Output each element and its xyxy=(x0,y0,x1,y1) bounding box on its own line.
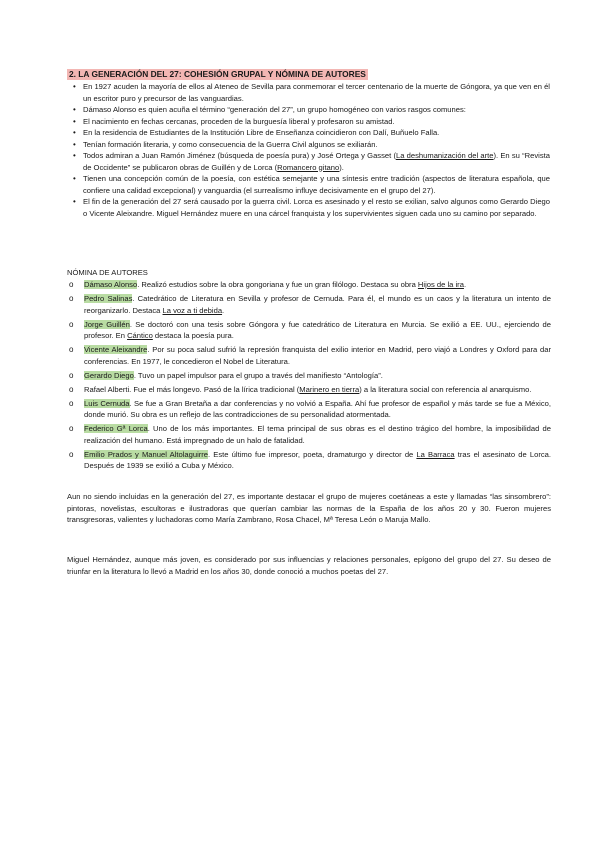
sinsombrero-paragraph: Aun no siendo incluidas en la generación del 27, es importante destacar el grupo de mujeres coetáneas a este y llamadas “las sinsombrero”: pintoras, novelistas, escultoras e ilustradoras que querían cambiar las normas de la España de los años 20 y 30. Fueron mujeres transgresoras, valientes y luchadoras como María Zambrano, Rosa Chacel, Mª Teresa León o Maruja Mallo. xyxy=(67,492,551,524)
list-item: • Tenían formación literaria, y como consecuencia de la Guerra Civil algunos se exiliarán. xyxy=(73,139,378,149)
authors-list xyxy=(67,279,551,474)
bullet-list xyxy=(70,81,550,219)
list-item: • En 1927 acuden la mayoría de ellos al Ateneo de Sevilla para conmemorar el tercer centenario de la muerte de Góngora, ya que ven en él un escritor puro y precursor de las vanguardias. xyxy=(73,82,550,103)
author-name: Rafael Alberti xyxy=(84,384,130,394)
author-name: Emilio Prados y Manuel Altolaguirre xyxy=(84,449,209,459)
author-name: Vicente Aleixandre xyxy=(84,345,148,354)
author-item: o Dámaso Alonso. Realizó estudios sobre la obra gongoriana y fue un gran filólogo. Destaca su obra Hijos de la ira. xyxy=(69,280,467,289)
work-title: La deshumanización del arte xyxy=(396,151,494,160)
bullet-icon: • xyxy=(73,139,76,149)
bullet-icon: • xyxy=(73,116,76,126)
author-name: Pedro Salinas xyxy=(84,294,133,303)
author-name: Dámaso Alonso xyxy=(84,280,138,289)
circle-bullet-icon: o xyxy=(69,398,74,408)
work-title: Cántico xyxy=(127,331,153,340)
circle-bullet-icon: o xyxy=(69,294,74,303)
list-item: • Tienen una concepción común de la poesía, con estética semejante y una síntesis entre tradición (aspectos de literatura española, que confiere una calidad excepcional) y vanguardia (el surrealismo influye decisivamente en el grupo del 27). xyxy=(73,174,550,195)
author-item: o Luis Cernuda. Se fue a Gran Bretaña a dar conferencias y no volvió a España. Ahí fue profesor de español y más tarde se fue a México, donde murió. Su obra es un reflejo de las contradicciones de su personalidad atormentada. xyxy=(69,398,551,419)
circle-bullet-icon: o xyxy=(69,424,74,433)
work-title: Hijos de la ira xyxy=(417,280,464,289)
list-item: • El fin de la generación del 27 será causado por la guerra civil. Lorca es asesinado y el resto se exilian, salvo algunos como Gerardo Diego o Vicente Aleixandre. Miguel Hernández muere en una cárcel franquista y los supervivientes siguen cada uno su camino por separado. xyxy=(73,197,550,218)
list-item: • El nacimiento en fechas cercanas, proceden de la burguesía liberal y profesaron su amistad. xyxy=(73,116,395,126)
work-title: La voz a ti debida xyxy=(162,305,223,315)
bullet-icon: • xyxy=(73,105,76,114)
circle-bullet-icon: o xyxy=(69,345,74,354)
bullet-icon: • xyxy=(73,128,76,137)
author-name: Luis Cernuda xyxy=(84,398,130,408)
author-item: o Pedro Salinas. Catedrático de Literatura en Sevilla y profesor de Cernuda. Para él, el mundo es un caos y la literatura un intento de reorganizarlo. Destaca La voz a ti debida. xyxy=(69,294,552,315)
bullet-icon: • xyxy=(73,174,76,183)
list-item: • Dámaso Alonso es quien acuña el término “generación del 27”, un grupo homogéneo con varios rasgos comunes: xyxy=(73,105,466,114)
circle-bullet-icon: o xyxy=(69,384,74,394)
authors-heading: NÓMINA DE AUTORES xyxy=(67,268,148,277)
circle-bullet-icon: o xyxy=(69,280,74,289)
work-title: Romancero gitano xyxy=(277,162,340,172)
author-item: o Jorge Guillén. Se doctoró con una tesis sobre Góngora y fue catedrático de Literatura en Murcia. Se exilió a EE. UU., ejerciendo de profesor. En Cántico destaca la poesía pura. xyxy=(69,319,551,340)
author-item: o Federico Gª Lorca. Uno de los más importantes. El tema principal de sus obras es el destino trágico del hombre, la imposibilidad de realización del humano. Está impregnado de un halo de fatalidad. xyxy=(69,424,551,445)
work-title: La Barraca xyxy=(416,449,455,459)
bullet-icon: • xyxy=(73,151,76,160)
bullet-icon: • xyxy=(73,197,76,206)
list-item: • En la residencia de Estudiantes de la Institución Libre de Enseñanza coincidieron con Dalí, Buñuelo Falla. xyxy=(73,128,440,137)
list-item: • Todos admiran a Juan Ramón Jiménez (búsqueda de poesía pura) y José Ortega y Gasset (La deshumanización del arte). En su “Revista de Occidente” se publicaron obras de Guillén y de Lorca (Romancero gitano). xyxy=(73,151,550,172)
author-name: Federico Gª Lorca xyxy=(84,424,148,433)
circle-bullet-icon: o xyxy=(69,370,74,380)
circle-bullet-icon: o xyxy=(69,449,74,459)
author-item: o Vicente Aleixandre. Por su poca salud sufrió la represión franquista del exilio interior en Madrid, pero viajó a Londres y Oxford para dar conferencias. En 1977, le concedieron el Nobel de Literatura. xyxy=(69,345,551,366)
author-item: o Rafael Alberti. Fue el más longevo. Pasó de la lírica tradicional (Marinero en tierra) a la literatura social con referencia al anarquismo. xyxy=(69,384,532,394)
circle-bullet-icon: o xyxy=(69,319,74,329)
author-item: o Gerardo Diego. Tuvo un papel impulsor para el grupo a través del manifiesto “Antología”. xyxy=(69,370,383,380)
work-title: Marinero en tierra xyxy=(299,384,360,394)
author-name: Jorge Guillén xyxy=(84,319,130,329)
author-item: o Emilio Prados y Manuel Altolaguirre. Este último fue impresor, poeta, dramaturgo y director de La Barraca tras el asesinato de Lorca. Después de 1939 se exilió a Cuba y México. xyxy=(69,449,551,470)
section-heading: 2. LA GENERACIÓN DEL 27: COHESIÓN GRUPAL Y NÓMINA DE AUTORES xyxy=(69,69,366,79)
hernandez-paragraph: Miguel Hernández, aunque más joven, es considerado por sus influencias y relaciones personales, epígono del grupo del 27. Su deseo de triunfar en la literatura lo llevó a Madrid en los años 30, donde conoció a muchos poetas del 27. xyxy=(67,555,551,576)
author-name: Gerardo Diego xyxy=(84,370,134,380)
bullet-icon: • xyxy=(73,82,76,91)
